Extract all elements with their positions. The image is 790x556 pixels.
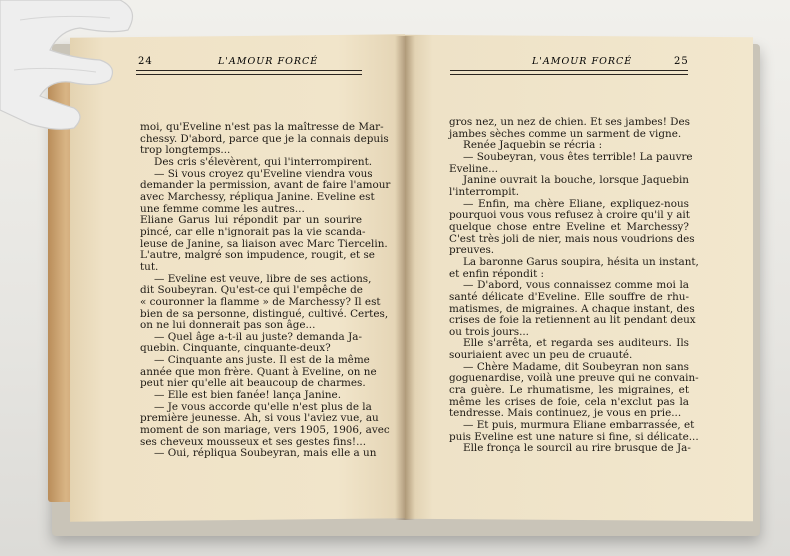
left-text-line: — Oui, répliqua Soubeyran, mais elle a un <box>154 447 377 460</box>
left-text-line: une femme comme les autres... <box>140 202 305 215</box>
right-text-line: souriaient avec un peu de cruauté. <box>449 349 633 362</box>
right-text-line: l'interrompit. <box>449 185 520 198</box>
right-text-line: pourquoi vous vous refusez à croire qu'il y ait <box>449 209 690 222</box>
right-text-line: — D'abord, vous connaissez comme moi la <box>463 279 689 292</box>
right-text-line: La baronne Garus soupira, hésita un instant, <box>463 255 699 268</box>
left-text-line: pincé, car elle n'ignorait pas la vie scanda- <box>140 225 366 238</box>
right-text-line: Janine ouvrait la bouche, lorsque Jaquebin <box>463 174 689 187</box>
left-text-line: bien de sa personne, distingué, cultivé. Certes, <box>140 307 389 320</box>
left-text-line: dit Soubeyran. Qu'est-ce qui l'empêche de <box>140 284 363 297</box>
left-text-line: quebin. Cinquante, cinquante-deux? <box>140 342 331 355</box>
left-text-line: moi, qu'Eveline n'est pas la maîtresse de Mar- <box>140 121 384 133</box>
book-gutter <box>395 36 415 520</box>
right-page-number: 25 <box>674 56 689 67</box>
right-text-line: cra guère. Le rhumatisme, les migraines, et <box>449 384 689 397</box>
left-text-line: Eliane Garus lui répondit par un sourire <box>140 214 362 227</box>
left-header-rule <box>136 70 362 75</box>
right-text-line: Elle s'arrêta, et regarda ses auditeurs. Ils <box>463 337 689 350</box>
left-running-head: L'AMOUR FORCÉ <box>218 56 319 67</box>
right-text-line: crises de foie la retiennent au lit pendant deux <box>449 314 696 327</box>
right-text-line: — Soubeyran, vous êtes terrible! La pauvre <box>463 150 693 163</box>
right-text-line: — Enfin, ma chère Eliane, expliquez-nous <box>463 197 689 210</box>
right-text-line: puis Eveline est une nature si fine, si délicate... <box>449 430 699 443</box>
right-text-line: jambes sèches comme un sarment de vigne. <box>449 127 682 140</box>
right-text-line: C'est très joli de nier, mais nous voudrions des <box>449 232 695 245</box>
right-page-body <box>449 116 699 455</box>
right-text-line: même les crises de foie, cela n'exclut pas la <box>449 395 689 408</box>
left-text-line: première jeunesse. Ah, si vous l'aviez vue, au <box>140 412 379 425</box>
left-page-number: 24 <box>138 56 153 67</box>
left-text-line: — Quel âge a-t-il au juste? demanda Ja- <box>154 330 362 343</box>
right-running-head: L'AMOUR FORCÉ <box>532 56 633 67</box>
left-text-line: — Si vous croyez qu'Eveline viendra vous <box>154 167 373 180</box>
left-text-line: — Je vous accorde qu'elle n'est plus de la <box>154 400 372 413</box>
right-text-line: Renée Jaquebin se récria : <box>463 139 603 152</box>
left-text-line: peut nier qu'elle ait beaucoup de charmes. <box>140 377 366 390</box>
left-text-line: Des cris s'élevèrent, qui l'interrompirent. <box>154 155 373 168</box>
left-text-line: trop longtemps... <box>140 144 231 157</box>
left-text-line: avec Marchessy, répliqua Janine. Eveline est <box>140 190 375 203</box>
left-page-body <box>140 121 391 460</box>
right-text-line: quelque chose entre Eveline et Marchessy? <box>449 220 689 233</box>
right-text-line: Eveline... <box>449 162 499 175</box>
right-text-line: matismes, de migraines. A chaque instant, des <box>449 302 695 315</box>
right-text-line: ou trois jours... <box>449 325 529 338</box>
right-header-rule <box>450 70 688 75</box>
right-text-line: gros nez, un nez de chien. Et ses jambes! Des <box>449 116 690 128</box>
left-text-line: L'autre, malgré son impudence, rougit, et se <box>140 249 375 262</box>
right-text-line: et enfin répondit : <box>449 267 545 280</box>
left-text-line: — Elle est bien fanée! lança Janine. <box>154 389 342 402</box>
left-text-line: chessy. D'abord, parce que je la connais depuis <box>140 132 389 145</box>
right-text-line: goguenardise, voilà une preuve qui ne convain- <box>449 372 699 385</box>
left-text-line: demander la permission, avant de faire l'amour <box>140 179 391 192</box>
right-text-line: preuves. <box>449 244 495 257</box>
right-text-line: santé délicate d'Eveline. Elle souffre de rhu- <box>449 290 689 303</box>
left-text-line: ses cheveux mousseux et ses gestes fins!... <box>140 435 366 448</box>
right-text-line: — Chère Madame, dit Soubeyran non sans <box>463 360 689 373</box>
right-text-line: — Et puis, murmura Eliane embarrassée, et <box>463 419 695 432</box>
left-text-line: tut. <box>140 260 159 273</box>
left-text-line: moment de son mariage, vers 1905, 1906, avec <box>140 424 390 437</box>
left-text-line: on ne lui donnerait pas son âge... <box>140 319 316 332</box>
left-text-line: leuse de Janine, sa liaison avec Marc Tiercelin. <box>140 237 388 250</box>
left-text-line: « couronner la flamme » de Marchessy? Il est <box>140 295 381 308</box>
left-text-line: — Cinquante ans juste. Il est de la même <box>154 354 370 367</box>
right-text-line: tendresse. Mais continuez, je vous en prie... <box>449 407 682 420</box>
right-text-line: Elle fronça le sourcil au rire brusque de Ja- <box>463 442 691 455</box>
left-text-line: année que mon frère. Quant à Eveline, on ne <box>140 365 377 378</box>
glove-hand-icon <box>0 0 150 150</box>
left-text-line: — Eveline est veuve, libre de ses actions, <box>154 272 372 285</box>
